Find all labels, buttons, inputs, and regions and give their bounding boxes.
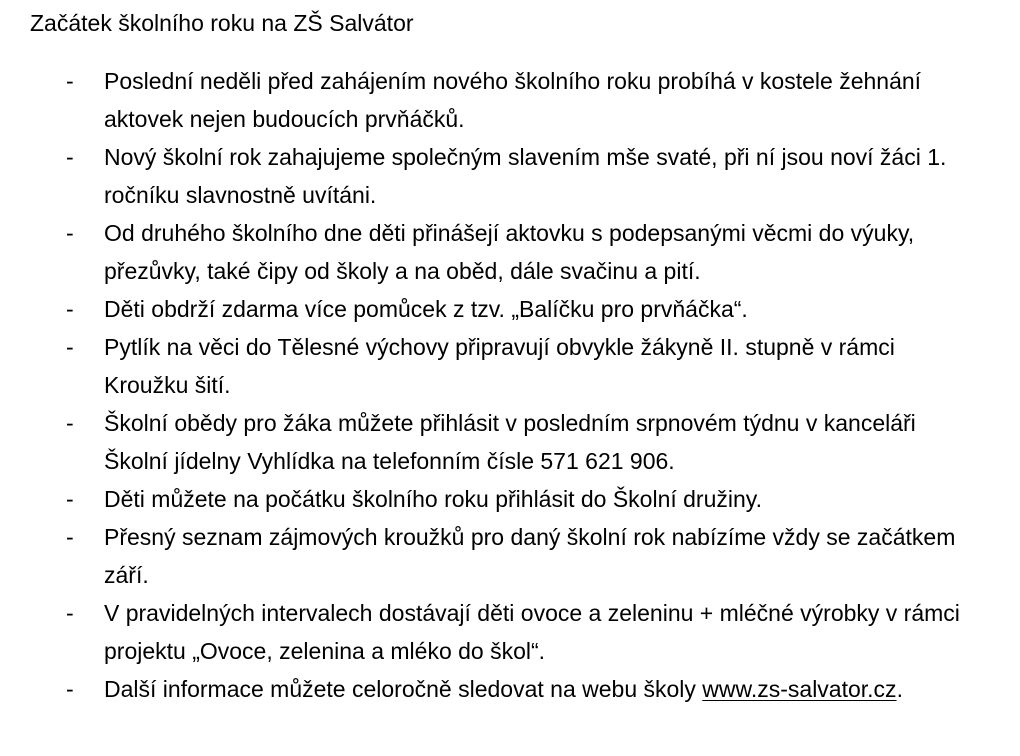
list-item <box>0 480 974 518</box>
list-item-text: Nový školní rok zahajujeme společným slavením mše svaté, při ní jsou noví žáci 1. ročníku slavnostně uvítáni. <box>104 144 947 208</box>
trailing-period: . <box>896 676 903 702</box>
list-item <box>0 404 974 480</box>
bullet-dash: - <box>66 410 74 436</box>
bullet-dash: - <box>66 144 74 170</box>
list-item <box>0 62 974 138</box>
list-item-text: Školní obědy pro žáka můžete přihlásit v posledním srpnovém týdnu v kanceláři Školní jídelny Vyhlídka na telefonním čísle 571 621 906. <box>104 410 916 474</box>
info-list <box>0 62 1020 708</box>
list-item <box>0 518 974 594</box>
bullet-dash: - <box>66 68 74 94</box>
list-item-text: Další informace můžete celoročně sledovat na webu školy <box>104 676 703 702</box>
list-item-last <box>0 670 974 708</box>
bullet-dash: - <box>66 524 74 550</box>
school-website-link[interactable]: www.zs-salvator.cz <box>702 676 897 702</box>
list-item-text: Děti obdrží zdarma více pomůcek z tzv. „Balíčku pro prvňáčka“. <box>104 296 748 322</box>
list-item-text: Od druhého školního dne děti přinášejí aktovku s podepsanými věcmi do výuky, přezůvky, také čipy od školy a na oběd, dále svačinu a pití. <box>104 220 915 284</box>
bullet-dash: - <box>66 296 74 322</box>
list-item-text: Děti můžete na počátku školního roku přihlásit do Školní družiny. <box>104 486 762 512</box>
list-item-text: Poslední neděli před zahájením nového školního roku probíhá v kostele žehnání aktovek nejen budoucích prvňáčků. <box>104 68 922 132</box>
bullet-dash: - <box>66 486 74 512</box>
list-item <box>0 214 974 290</box>
list-item <box>0 594 974 670</box>
list-item-text: Pytlík na věci do Tělesné výchovy připravují obvykle žákyně II. stupně v rámci Kroužku šití. <box>104 334 895 398</box>
list-item-text: V pravidelných intervalech dostávají děti ovoce a zeleninu + mléčné výrobky v rámci projektu „Ovoce, zelenina a mléko do škol“. <box>104 600 960 664</box>
document-title: Začátek školního roku na ZŠ Salvátor <box>30 10 414 36</box>
bullet-dash: - <box>66 220 74 246</box>
bullet-dash: - <box>66 334 74 360</box>
bullet-dash: - <box>66 676 74 702</box>
bullet-dash: - <box>66 600 74 626</box>
list-item <box>0 290 974 328</box>
list-item-text: Přesný seznam zájmových kroužků pro daný školní rok nabízíme vždy se začátkem září. <box>104 524 956 588</box>
list-item <box>0 328 974 404</box>
list-item <box>0 138 974 214</box>
